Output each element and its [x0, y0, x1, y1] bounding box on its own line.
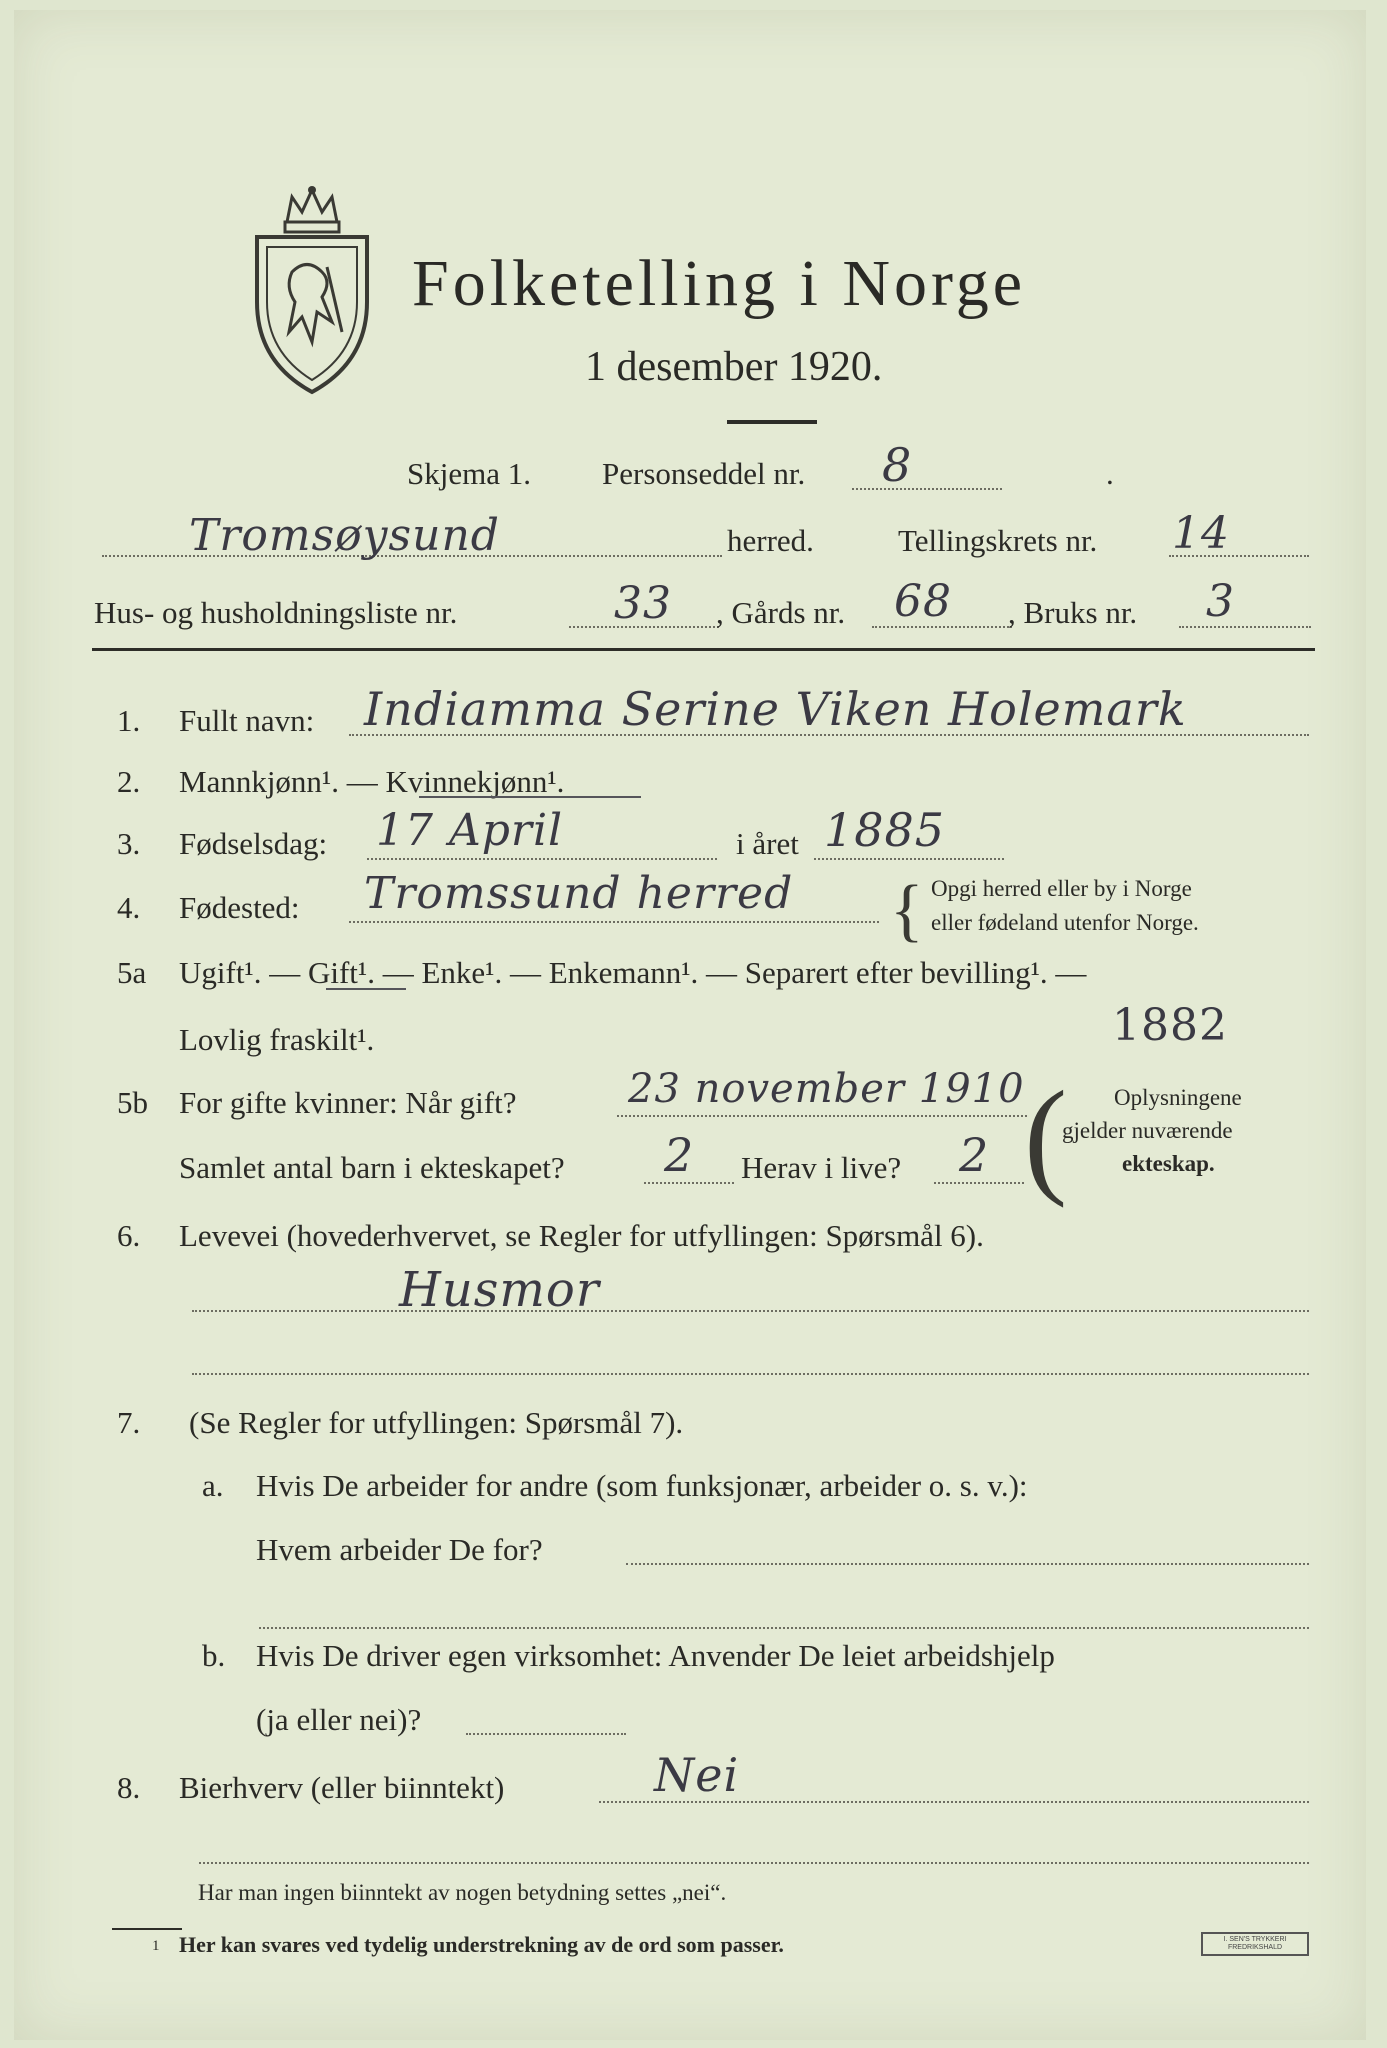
q4-note-line1: Opgi herred eller by i Norge	[931, 876, 1192, 901]
personseddel-label: Personseddel nr.	[602, 456, 806, 491]
q5b-married-line	[617, 1115, 1027, 1117]
schema-label: Skjema 1.	[407, 456, 531, 491]
q5b-label1: For gifte kvinner: Når gift?	[179, 1085, 517, 1120]
gards-label: , Gårds nr.	[716, 595, 846, 630]
personseddel-dot: .	[1106, 456, 1114, 491]
personseddel-line	[852, 488, 1002, 490]
bruks-value[interactable]: 3	[1206, 576, 1235, 627]
q5a-line2: Lovlig fraskilt¹.	[179, 1022, 375, 1057]
q7a-line2: Hvem arbeider De for?	[256, 1532, 543, 1567]
header-rule	[92, 648, 1315, 651]
footer-note: Har man ingen biinntekt av nogen betydning settes „nei“.	[198, 1880, 727, 1905]
q4-value[interactable]: Tromssund herred	[364, 868, 794, 919]
herred-label: herred.	[727, 523, 814, 558]
q7-label: (Se Regler for utfyllingen: Spørsmål 7).	[189, 1405, 684, 1440]
hus-value[interactable]: 33	[614, 578, 672, 629]
bruks-line	[1179, 626, 1311, 628]
q3-year-label: i året	[736, 826, 799, 861]
q7-number: 7.	[117, 1405, 141, 1440]
q5b-number: 5b	[117, 1085, 148, 1120]
q5b-note-brace: (	[1024, 1065, 1068, 1209]
q7a-number: a.	[202, 1468, 224, 1503]
q5b-label3: Herav i live?	[741, 1150, 902, 1185]
q8-label: Bierhverv (eller biinntekt)	[179, 1770, 505, 1805]
q5b-note-line1: Oplysningene	[1114, 1085, 1242, 1110]
q5b-label2: Samlet antal barn i ekteskapet?	[179, 1150, 565, 1185]
q7a-answer-line2	[259, 1627, 1309, 1629]
personseddel-value[interactable]: 8	[882, 438, 913, 492]
census-form	[14, 10, 1366, 2040]
q3-day-value[interactable]: 17 April	[376, 805, 564, 856]
q8-line2	[199, 1862, 1309, 1864]
q8-value[interactable]: Nei	[654, 1748, 740, 1802]
q1-value[interactable]: Indiamma Serine Viken Holemark	[364, 682, 1187, 736]
q7a-line1: Hvis De arbeider for andre (som funksjonær, arbeider o. s. v.):	[256, 1468, 1028, 1503]
q5b-children-value[interactable]: 2	[664, 1128, 695, 1182]
q5a-margin-note[interactable]: 1882	[1112, 1000, 1228, 1051]
q7b-answer-line	[466, 1733, 626, 1735]
q3-year-value[interactable]: 1885	[824, 803, 946, 857]
q2-number: 2.	[117, 764, 141, 799]
footnote-text: Her kan svares ved tydelig understrekning av de ord som passer.	[179, 1932, 784, 1957]
q5b-alive-value[interactable]: 2	[959, 1128, 990, 1182]
q3-day-line	[367, 858, 717, 860]
q2-kvinnekjonn-underline	[419, 796, 641, 798]
q3-label: Fødselsdag:	[179, 826, 328, 861]
q4-line	[349, 921, 879, 923]
q1-label: Fullt navn:	[179, 703, 315, 738]
q5a-line1: Ugift¹. — Gift¹. — Enke¹. — Enkemann¹. — Separert efter bevilling¹. —	[179, 955, 1087, 990]
q6-line1	[192, 1310, 1309, 1312]
q6-line2	[192, 1373, 1309, 1375]
q2-label: Mannkjønn¹. — Kvinnekjønn¹.	[179, 764, 565, 799]
printer-stamp: I. SEN'S TRYKKERI FREDRIKSHALD	[1201, 1932, 1309, 1956]
q5b-children-line	[644, 1182, 734, 1184]
q5a-gift-underline	[326, 988, 406, 990]
q5b-note-line2: gjelder nuværende	[1062, 1118, 1233, 1143]
bruks-label: , Bruks nr.	[1008, 595, 1138, 630]
q7b-line1: Hvis De driver egen virksomhet: Anvender De leiet arbeidshjelp	[256, 1638, 1055, 1673]
q1-number: 1.	[117, 703, 141, 738]
form-title: Folketelling i Norge	[412, 247, 1027, 320]
q4-note-line2: eller fødeland utenfor Norge.	[931, 910, 1199, 935]
q5b-married-value[interactable]: 23 november 1910	[628, 1066, 1025, 1112]
q6-number: 6.	[117, 1218, 141, 1253]
footnote-number: 1	[152, 1938, 160, 1954]
q7b-number: b.	[202, 1638, 226, 1673]
q8-number: 8.	[117, 1770, 141, 1805]
q3-year-line	[814, 858, 1004, 860]
gards-value[interactable]: 68	[894, 576, 952, 627]
hus-label: Hus- og husholdningsliste nr.	[94, 595, 458, 630]
q3-number: 3.	[117, 826, 141, 861]
herred-value[interactable]: Tromsøysund	[189, 510, 500, 561]
q7a-answer-line1	[626, 1563, 1309, 1565]
q4-number: 4.	[117, 890, 141, 925]
tellingskrets-value[interactable]: 14	[1172, 508, 1230, 559]
q5b-note-line3: ekteskap.	[1122, 1151, 1215, 1176]
title-divider	[727, 420, 817, 424]
tellingskrets-label: Tellingskrets nr.	[898, 523, 1098, 558]
q4-label: Fødested:	[179, 890, 300, 925]
q7b-line2: (ja eller nei)?	[256, 1702, 422, 1737]
q6-label: Levevei (hovederhvervet, se Regler for utfyllingen: Spørsmål 6).	[179, 1218, 984, 1253]
footnote-rule	[112, 1928, 182, 1930]
coat-of-arms-icon	[247, 182, 377, 397]
q6-value[interactable]: Husmor	[399, 1262, 600, 1318]
form-date: 1 desember 1920.	[585, 344, 883, 390]
q5a-number: 5a	[117, 955, 147, 990]
q4-note-brace: {	[890, 872, 924, 949]
q5b-alive-line	[934, 1182, 1024, 1184]
